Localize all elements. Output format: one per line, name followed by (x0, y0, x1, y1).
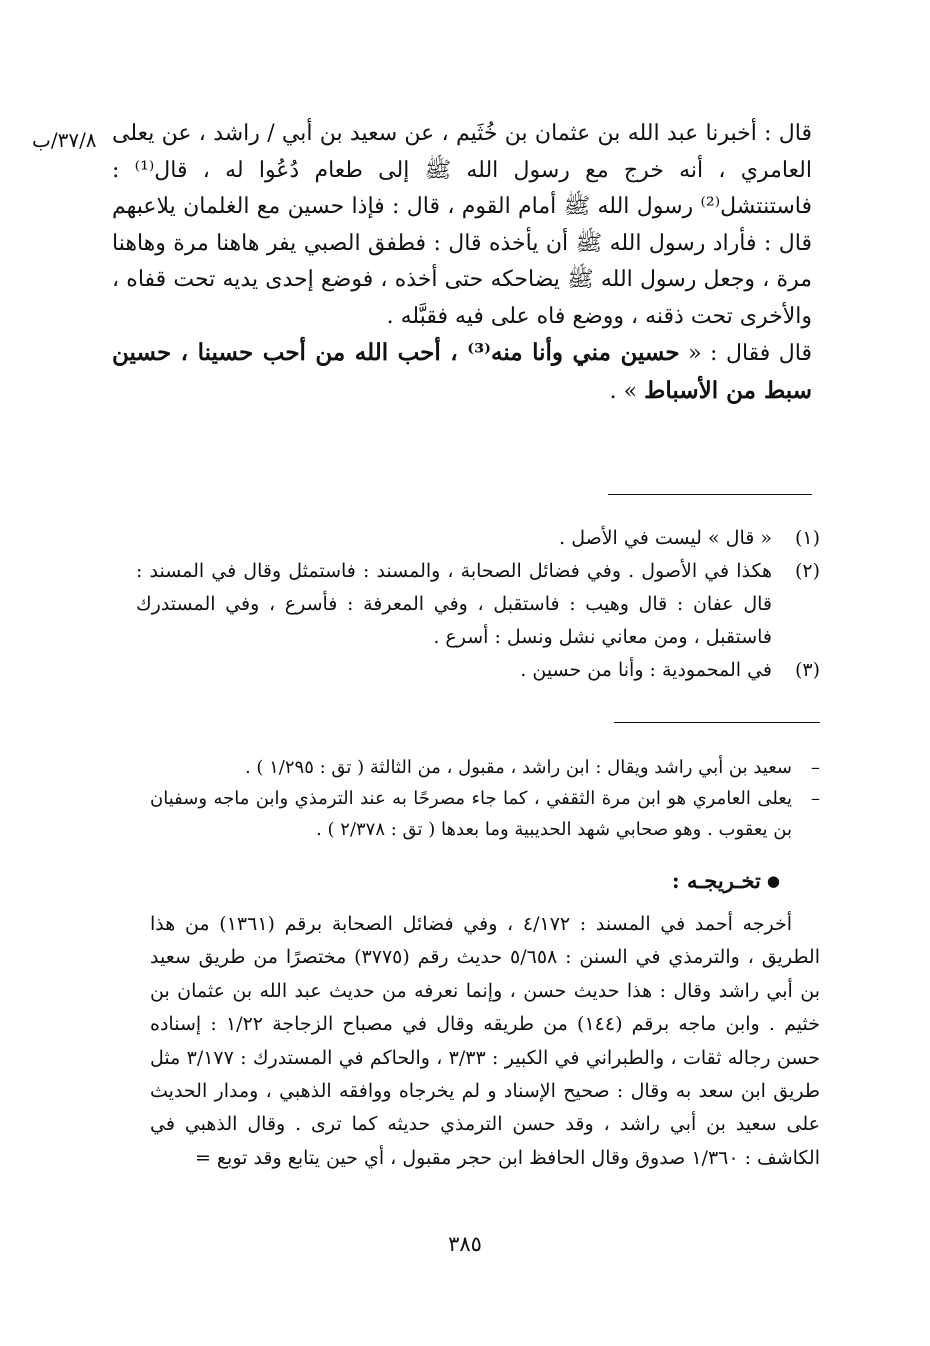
footnote-number: (٣) (794, 659, 820, 681)
note-text: يعلى العامري هو ابن مرة الثقفي ، كما جاء مصرحًا به عند الترمذي وابن ماجه وسفيان بن يعقوب . وهو صحابي شهد الحديبية وما بعدها ( تق : ٢/٣٧٨ ) . (150, 788, 792, 840)
footnote-separator (608, 494, 812, 495)
footnote-number: (١) (794, 527, 820, 549)
quote-intro: قال فقال : « (679, 341, 812, 366)
footnote-text: « قال » ليست في الأصل . (559, 527, 772, 549)
hadith-narration: قال : أخبرنا عبد الله بن عثمان بن خُثَيم ، عن سعيد بن أبي / راشد ، عن يعلى العامري ، أنه خرج مع رسول الله ﷺ إلى طعام دُعُوا له ، قال⁽¹⁾ : فاستنتشل⁽²⁾ رسول الله ﷺ أمام القوم ، قال : فإذا حسين مع الغلمان يلاعبهم قال : فأراد رسول الله ﷺ أن يأخذه قال : فطفق الصبي يفر هاهنا مرة وهاهنا مرة ، وجعل رسول الله ﷺ يضاحكه حتى أخذه ، فوضع إحدى يديه تحت قفاه ، والأخرى تحت ذقنه ، ووضع فاه على فيه فقبَّله . (112, 121, 812, 329)
note-dash: – (811, 788, 820, 809)
footnote-item (136, 522, 820, 555)
narrator-note (150, 752, 820, 783)
footnote-item (136, 654, 820, 687)
takhrij-paragraph: أخرجه أحمد في المسند : ٤/١٧٢ ، وفي فضائل الصحابة برقم (١٣٦١) من هذا الطريق ، والترمذي في السنن : ٥/٦٥٨ حديث رقم (٣٧٧٥) مختصرًا من طريق سعيد بن أبي راشد وقال : هذا حديث حسن ، وإنما نعرفه من حديث عبد الله بن عثمان بن خثيم . وابن ماجه برقم (١٤٤) من طريقه وقال في مصباح الزجاجة ١/٢٢ : إسناده حسن رجاله ثقات ، والطبراني في الكبير : ٣/٣٣ ، والحاكم في المستدرك : ٣/١٧٧ مثل طريق ابن سعد به وقال : صحيح الإسناد و لم يخرجاه ووافقه الذهبي ، ومدار الحديث على سعيد بن أبي راشد ، وقد حسن الترمذي حديثه كما ترى . وقال الذهبي في الكاشف : ١/٣٦٠ صدوق وقال الحافظ ابن حجر مقبول ، أي حين يتابع وقد توبع = (150, 913, 821, 1169)
quote-close: » . (609, 378, 645, 404)
bullet-icon: ● (766, 872, 780, 890)
takhrij-heading-text: تخـريجـه : (671, 868, 761, 893)
manuscript-folio-reference: ٣٧/٨/ب (32, 128, 97, 152)
footnote-number: (٢) (794, 560, 820, 582)
hadith-statement (112, 335, 812, 410)
note-text: سعيد بن أبي راشد ويقال : ابن راشد ، مقبول ، من الثالثة ( تق : ١/٢٩٥ ) . (244, 757, 792, 778)
takhrij-heading (672, 866, 780, 896)
footnote-item (136, 555, 820, 654)
page-number: ٣٨٥ (448, 1232, 482, 1256)
narrator-note (150, 783, 820, 845)
footnotes (136, 522, 820, 687)
footnote-text: في المحمودية : وأنا من حسين . (520, 659, 772, 681)
note-dash: – (811, 757, 820, 778)
narrator-notes (150, 752, 820, 845)
quote-text: حسين مني وأنا منه⁽³⁾ ، أحب الله من أحب حسينا ، حسين سبط من الأسباط (112, 339, 812, 404)
takhrij-body (150, 908, 820, 1175)
footnote-text: هكذا في الأصول . وفي فضائل الصحابة ، والمسند : فاستمثل وقال في المسند : قال عفان : قال وهيب : فاستقبل ، وفي المعرفة : فأسرع ، وفي المستدرك فاستقبل ، ومن معاني نشل ونسل : أسرع . (136, 560, 772, 648)
main-text (112, 116, 812, 410)
notes-separator (614, 722, 820, 723)
